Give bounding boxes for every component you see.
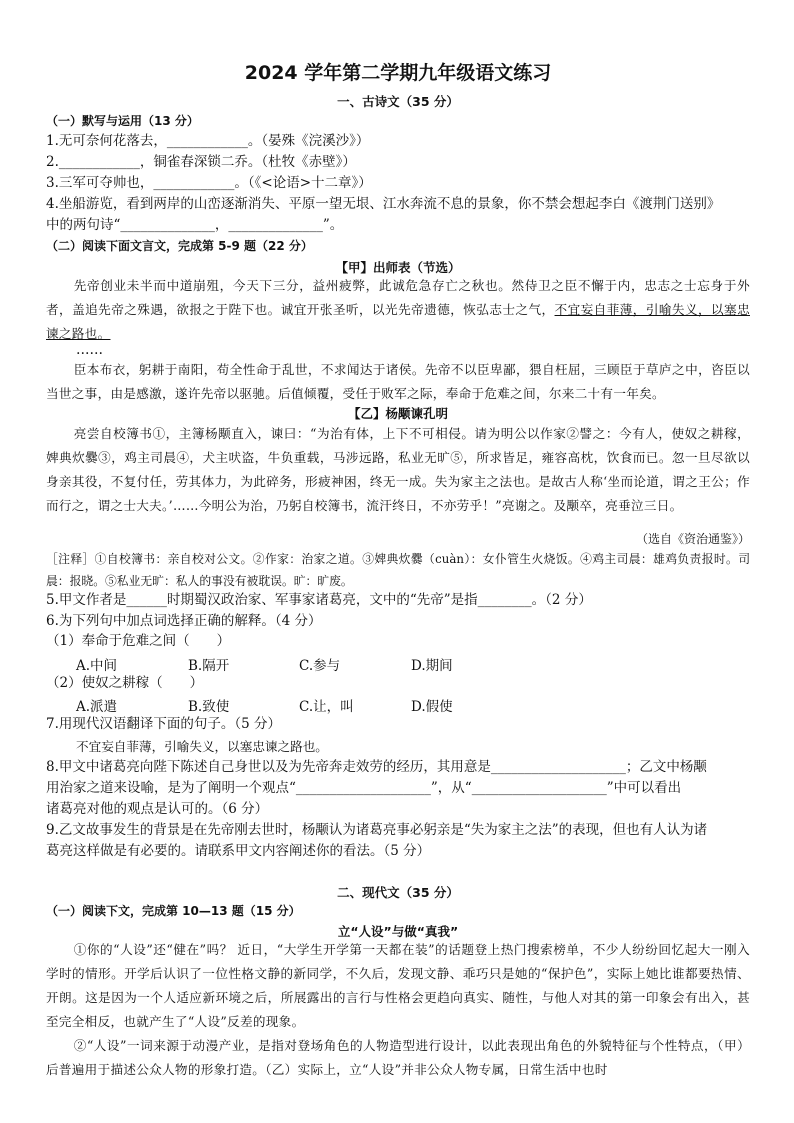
option-6-1-c: C.参与: [299, 658, 341, 674]
passage-yi-title: 【乙】杨颙谏孔明: [347, 406, 448, 421]
option-6-2-b: B.致使: [188, 699, 230, 715]
question-5: 5.甲文作者是______时期蜀汉政治家、军事家诸葛亮，文中的“先帝”是指________。（2 分）: [46, 592, 592, 608]
question-8-line-3: 诸葛亮对他的观点是认可的。（6 分）: [46, 801, 269, 817]
option-6-2-a: A.派遣: [76, 699, 118, 715]
option-6-1-d: D.期间: [411, 658, 453, 674]
passage-jia-text: 先帝创业未半而中道崩殂，今天下三分，益州疲弊，此诚危急存亡之秋也。然侍卫之臣不懈于内，忠志之士忘身于外者，盖追先帝之殊遇，欲报之于陛下也。诚宜开张圣听，以光先帝遗德，恢弘志士之气，: [46, 278, 750, 317]
part-heading-dictation: （一）默写与运用（13 分）: [46, 114, 199, 128]
question-7: 7.用现代汉语翻译下面的句子。（5 分）: [46, 716, 282, 732]
passage-jia-paragraph-1: [46, 274, 750, 346]
option-6-2-d: D.假使: [411, 699, 453, 715]
question-9-line-2: 葛亮这样做是有必要的。请联系甲文内容阐述你的看法。（5 分）: [46, 843, 431, 859]
question-4-line-2: 中的两句诗“______________，______________”。: [46, 217, 344, 233]
question-6: 6.为下列句中加点词选择正确的解释。（4 分）: [46, 613, 322, 629]
passage-jia-paragraph-2: [46, 358, 750, 406]
passage-yi-paragraph: [46, 422, 750, 518]
part-heading-classical-reading: （二）阅读下面文言文，完成第 5-9 题（22 分）: [46, 239, 313, 253]
option-6-2-c: C.让，叫: [299, 699, 354, 715]
passage-jia-text-2: 臣本布衣，躬耕于南阳，苟全性命于乱世，不求闻达于诸侯。先帝不以臣卑鄙，猥自枉屈，三顾臣于草庐之中，咨臣以当世之事，由是感激，遂许先帝以驱驰。后值倾覆，受任于败军之际，奉命于危难之间，尔来二十有一年矣。: [46, 362, 750, 401]
article-text-1: ①你的“人设”还“健在”吗？ 近日，“大学生开学第一天都在装”的话题登上热门搜索榜单，不少人纷纷回忆起大一刚入学时的情形。开学后认识了一位性格文静的新同学，不久后，发现文静、乖巧只是她的“保护色”，实际上她比谁都要热情、开朗。这是因为一个人适应新环境之后，所展露出的言行与性格会更趋向真实、随性，与他人对其的第一印象会有出入，甚至完全相反，也就产生了“人设”反差的现象。: [46, 942, 750, 1029]
option-6-1-b: B.隔开: [188, 658, 230, 674]
question-6-2: （2）使奴之耕稼（ ）: [46, 675, 204, 691]
question-1: 1.无可奈何花落去，____________。（晏殊《浣溪沙》）: [46, 133, 370, 149]
option-6-1-a: A.中间: [76, 658, 118, 674]
article-paragraph-1: [46, 938, 750, 1034]
section-heading-classical: 一、古诗文（35 分）: [337, 94, 459, 109]
question-3: 3.三军可夺帅也，____________。（《<论语>十二章》）: [46, 175, 372, 191]
question-8-line-1: 8.甲文中诸葛亮向陛下陈述自己身世以及为先帝奔走效劳的经历，其用意是____________________；乙文中杨颙: [46, 759, 707, 775]
question-2: 2.____________，铜雀春深锁二乔。（杜牧《赤壁》）: [46, 154, 356, 170]
section-heading-modern: 二、现代文（35 分）: [337, 885, 459, 900]
article-title: 立“人设”与做“真我”: [337, 924, 459, 939]
passage-yi-text: 亮尝自校簿书①，主簿杨颙直入，谏曰：“为治有体，上下不可相侵。请为明公以作家②譬之：今有人，使奴之耕稼，婢典炊爨③，鸡主司晨④，犬主吠盗，牛负重载，马涉远路，私业无旷⑤，所求皆足，雍容高枕，饮食而已。忽一旦尽欲以身亲其役，不复付任，劳其体力，为此碎务，形疲神困，终无一成。失为家主之法也。是故古人称‘坐而论道，谓之王公；作而行之，谓之士大夫。’……今明公为治，乃躬自校簿书，流汗终日，不亦劳乎！”亮谢之。及颙卒，亮垂泣三日。: [46, 426, 750, 513]
part-heading-modern-reading: （一）阅读下文，完成第 10—13 题（15 分）: [46, 904, 301, 918]
passage-source: （选自《资治通鉴》）: [635, 532, 750, 546]
article-paragraph-2: [46, 1034, 750, 1082]
article-text-2: ②“人设”一词来源于动漫产业，是指对登场角色的人物造型进行设计，以此表现出角色的外貌特征与个性特点，（甲）后普遍用于描述公众人物的形象打造。（乙）实际上，立“人设”并非公众人物专属，日常生活中也时: [46, 1038, 750, 1077]
annotation-notes: ［注释］①自校簿书：亲自校对公文。②作家：治家之道。③婢典炊爨（cuàn）：女仆管生火烧饭。④鸡主司晨：雄鸡负责报时。司晨：报晓。⑤私业无旷：私人的事没有被耽误。旷：旷废。: [46, 552, 750, 588]
question-4-line-1: 4.坐船游览，看到两岸的山峦逐渐消失、平原一望无垠、江水奔流不息的景象，你不禁会想起李白《渡荆门送别》: [46, 196, 721, 212]
question-7-sentence: 不宜妄自菲薄，引喻失义，以塞忠谏之路也。: [76, 739, 328, 754]
page-title: 2024 学年第二学期九年级语文练习: [244, 62, 552, 84]
passage-jia-underlined-sentence: 不宜妄自菲薄，引喻失义，以塞忠谏之路也。: [46, 302, 750, 341]
ellipsis: ……: [76, 342, 103, 358]
question-8-line-2: 用治家之道来设喻，是为了阐明一个观点“____________________”，从“____________________”中可以看出: [46, 780, 682, 796]
question-6-1: （1）奉命于危难之间（ ）: [46, 633, 231, 649]
passage-jia-title: 【甲】出师表（节选）: [335, 260, 461, 275]
question-9-line-1: 9.乙文故事发生的背景是在先帝刚去世时，杨颙认为诸葛亮事必躬亲是“失为家主之法”的表现，但也有人认为诸: [46, 822, 708, 838]
